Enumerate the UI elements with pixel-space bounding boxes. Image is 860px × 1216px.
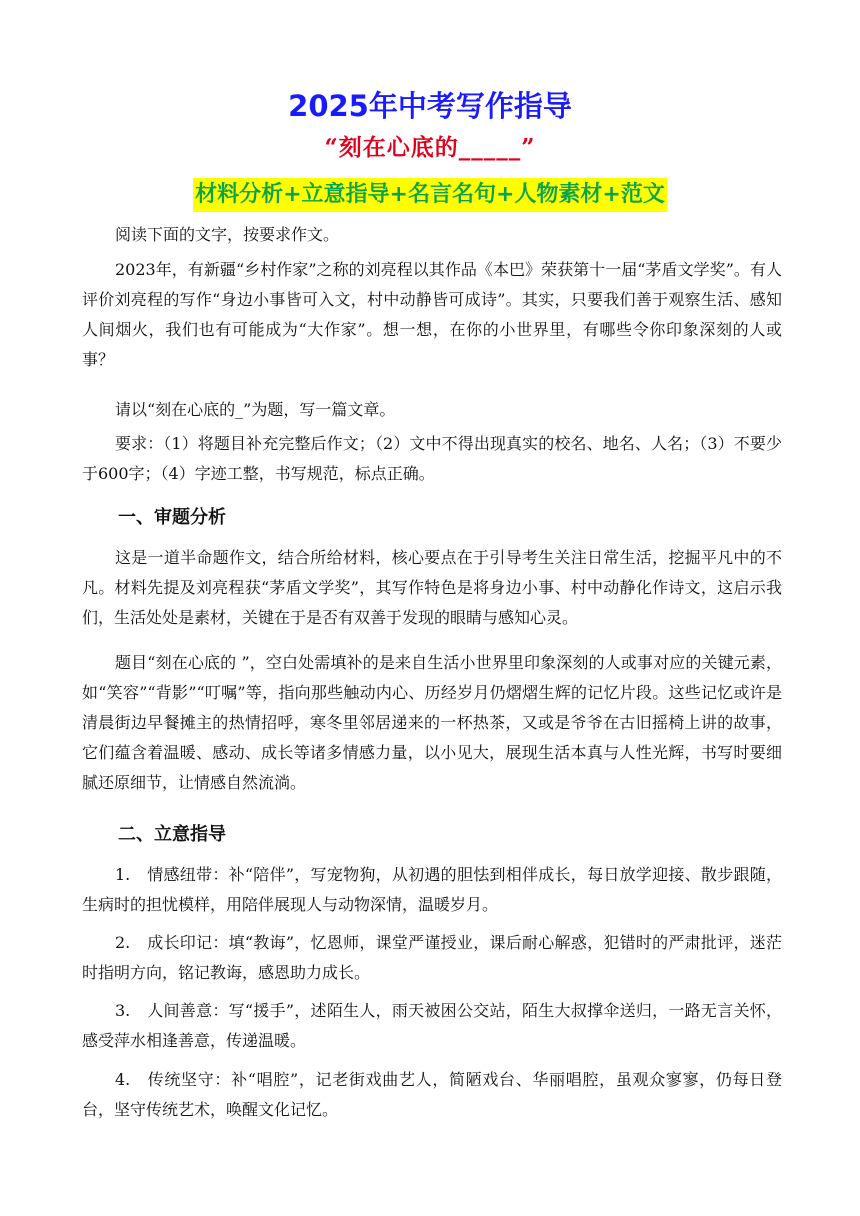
- contents-banner: 材料分析+立意指导+名言名句+人物素材+范文: [193, 178, 667, 212]
- guidance-item: [82, 860, 782, 920]
- prompt-material: 2023年，有新疆“乡村作家”之称的刘亮程以其作品《本巴》荣获第十一届“茅盾文学奖”。有人评价刘亮程的写作“身边小事皆可入文，村中动静皆可成诗”。其实，只要我们善于观察生活、感知人间烟火，我们也有可能成为“大作家”。想一想，在你的小世界里，有哪些令你印象深刻的人或事？: [82, 260, 782, 369]
- item-number: 3.: [115, 1001, 131, 1020]
- guidance-item: [82, 1065, 782, 1125]
- analysis-paragraph-2: 题目“刻在心底的 ”，空白处需填补的是来自生活小世界里印象深刻的人或事对应的关键元素，如“笑容”“背影”“叮嘱”等，指向那些触动内心、历经岁月仍熠熠生辉的记忆片段。这些记忆或许是清晨街边早餐摊主的热情招呼，寒冬里邻居递来的一杯热茶，又或是爷爷在古旧摇椅上讲的故事，它们蕴含着温暖、感动、成长等诸多情感力量，以小见大，展现生活本真与人性光辉，书写时要细腻还原细节，让情感自然流淌。: [82, 653, 782, 792]
- prompt-requirements: 要求：（1）将题目补充完整后作文；（2）文中不得出现真实的校名、地名、人名；（3）不要少于600字；（4）字迹工整，书写规范，标点正确。: [82, 434, 782, 483]
- prompt-instruction: 请以“刻在心底的_”为题，写一篇文章。: [115, 400, 396, 419]
- banner-container: [0, 178, 860, 212]
- item-number: 1.: [115, 865, 131, 884]
- item-text: 成长印记：填“教诲”，忆恩师，课堂严谨授业，课后耐心解惑，犯错时的严肃批评，迷茫时指明方向，铭记教诲，感恩助力成长。: [82, 933, 782, 982]
- section-heading-guidance: 二、立意指导: [118, 824, 226, 845]
- essay-topic-subtitle: “刻在心底的_____”: [324, 134, 536, 161]
- item-text: 情感纽带：补“陪伴”，写宠物狗，从初遇的胆怯到相伴成长，每日放学迎接、散步跟随，生病时的担忧模样，用陪伴展现人与动物深情，温暖岁月。: [82, 865, 782, 914]
- analysis-paragraph-1: 这是一道半命题作文，结合所给材料，核心要点在于引导考生关注日常生活，挖掘平凡中的不凡。材料先提及刘亮程获“茅盾文学奖”，其写作特色是将身边小事、村中动静化作诗文，这启示我们，生活处处是素材，关键在于是否有双善于发现的眼睛与感知心灵。: [82, 548, 782, 627]
- prompt-intro: 阅读下面的文字，按要求作文。: [115, 225, 340, 244]
- guidance-item: [82, 996, 782, 1056]
- item-number: 4.: [115, 1070, 131, 1089]
- item-text: 传统坚守：补“唱腔”，记老街戏曲艺人，简陋戏台、华丽唱腔，虽观众寥寥，仍每日登台，坚守传统艺术，唤醒文化记忆。: [82, 1070, 782, 1119]
- section-heading-analysis: 一、审题分析: [118, 507, 226, 528]
- item-number: 2.: [115, 933, 131, 952]
- item-text: 人间善意：写“援手”，述陌生人，雨天被困公交站，陌生大叔撑伞送归，一路无言关怀，感受萍水相逢善意，传递温暖。: [82, 1001, 782, 1050]
- guidance-item: [82, 928, 782, 988]
- document-title: 2025年中考写作指导: [288, 89, 572, 123]
